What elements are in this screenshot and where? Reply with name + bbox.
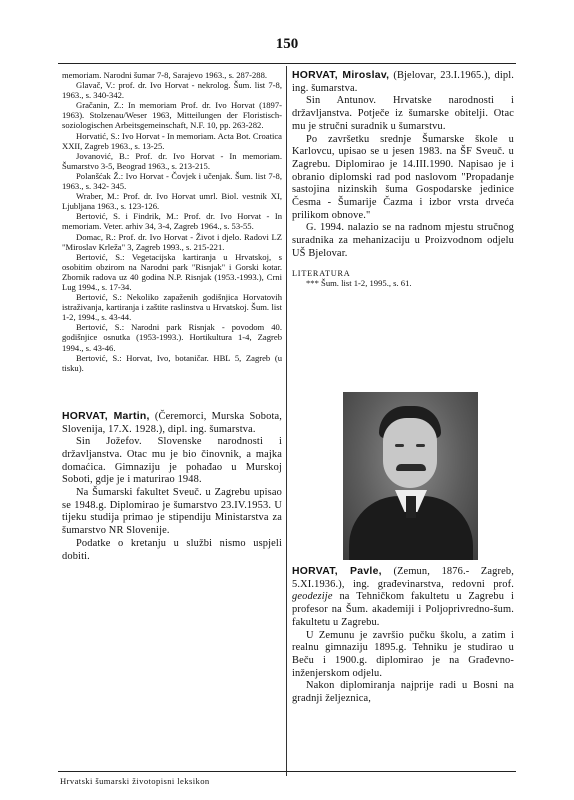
entry-pavle [292,566,514,706]
entry-paragraph: Nakon diplomiranja najprije radi u Bosni na gradnji željeznica, [292,680,514,705]
literatura-label: LITERATURA [292,268,351,278]
entry-intro: (Čeremorci, Murska Sobota, Slovenija, 17.X. 1928.), dipl. ing. šumarstva. [62,410,282,435]
entry-paragraph: Sin Antunov. Hrvatske narodnosti i državljanstva. Potječe iz šumarske obitelji. Otac mu je stručni suradnik u šumarstvu. [292,95,514,132]
literatura-reference: *** Šum. list 1-2, 1995., s. 61. [306,277,412,288]
entry-paragraph: Sin Jožefov. Slovenske narodnosti i državljanstva. Otac mu je bio činovnik, a majka domaćica. Gimnaziju je pohađao u Murskoj Soboti, gdje je i maturirao 1948. [62,436,282,486]
entry-headword: HORVAT, Martin, [62,410,150,422]
header-rule [58,63,516,64]
entry-intro: (Bjelovar, 23.I.1965.), dipl. ing. šumarstva. [292,70,514,94]
reference-item: Wraber, M.: Prof. dr. Ivo Horvat umrl. Biol. vestnik XI, Ljubljana 1963., s. 123-126. [62,191,282,212]
entry-headword: HORVAT, Miroslav, [292,70,390,81]
entry-martin [62,411,282,563]
reference-item: Horvatić, S.: Ivo Horvat - In memoriam. Acta Bot. Croatica XXII, Zagreb 1963., s. 13-25. [62,130,282,151]
portrait-photo [343,392,478,560]
reference-item: Bertović, S.: Horvat, Ivo, botaničar. HBL 5, Zagreb (u tisku). [62,352,282,373]
reference-item: Glavač, V.: prof. dr. Ivo Horvat - nekrolog. Šum. list 7-8, 1963., s. 340-342. [62,80,282,101]
reference-item: memoriam. Narodni šumar 7-8, Sarajevo 1963., s. 287-288. [62,70,268,80]
reference-item: Domac, R.: Prof. dr. Ivo Horvat - Život i djelo. Radovi LZ "Miroslav Krleža" 3, Zagreb 1993., s. 215-221. [62,231,282,252]
entry-paragraph: Po završetku srednje Šumarske škole u Karlovcu, upisao se u jesen 1983. na ŠF Sveuč. u Zagrebu. Diplomirao je 14.III.1990. Napisao je i obranio diplomski rad pod naslovom "Propadanje sastojina nizinskih šuma Gospodarske jedinice Česma - Šumarije Čazma i izbor vrsta drveća prilikom obnove." [292,133,514,221]
entry-headword: HORVAT, Pavle, [292,566,382,577]
entry-paragraph: Podatke o kretanju u službi nismo uspjeli dobiti. [62,537,282,562]
reference-list [62,70,282,373]
entry-miroslav [292,70,514,261]
entry-intro: na Tehničkom fakultetu u Zagrebu i profesor na Šum. akademiji i Poljoprivredno-šum. fakultetu u Zagrebu. [292,591,514,628]
column-divider [286,66,287,776]
entry-intro-italic: geodezije [292,591,333,603]
entry-paragraph: Na Šumarski fakultet Sveuč. u Zagrebu upisao se 1948.g. Diplomirao je šumarstvo 23.IV.1953. U tijeku studija primao je stipendiju Ministarstva za šumarstvo NR Slovenije. [62,487,282,537]
page-number: 150 [275,36,299,52]
left-column [62,70,282,563]
footer-rule [58,771,516,772]
reference-item: Polanšćak Ž.: Ivo Horvat - Čovjek i učenjak. Šum. list 7-8, 1963., s. 342- 345. [62,170,282,192]
entry-paragraph: G. 1994. nalazio se na radnom mjestu stručnog suradnika za mehanizaciju u Proizvodnom odjelu UŠ Bjelovar. [292,222,514,259]
reference-item: Jovanović, B.: Prof. dr. Ivo Horvat - In memoriam. Šumarstvo 3-5, Beograd 1963., s. 213-215. [62,150,282,171]
reference-item: Gračanin, Z.: In memoriam Prof. dr. Ivo Horvat (1897-1963). Stolzenau/Weser 1963, Mitteilungen der Floristisch-soziologischen Arbeitsgemeinschaft, N.F. 10, pp. 263-282. [62,100,282,131]
reference-item: Bertović, S.: Nekoliko zapaženih godišnjica Horvatovih istraživanja, kartiranja i zaštite raslinstva u Hrvatskoj. Šum. list 1-2, 1994., s. 43-44. [62,292,282,323]
reference-item: Bertović, S.: Narodni park Risnjak - povodom 40. godišnjice osnutka (1953-1993.). Hortikultura 1-4, Zagreb 1994., s. 43-46. [62,322,282,353]
footer-text: Hrvatski šumarski životopisni leksikon [60,776,210,786]
reference-item: Bertović, S.: Vegetacijska kartiranja u Hrvatskoj, s osobitim obzirom na Narodni park "Risnjak" i Gorski kotar. Zbornik radova uz 40 godina N.P. Risnjak (1953.-1993.), Crni Lug 1994., s. 17-34. [62,251,282,292]
entry-paragraph: U Zemunu je završio pučku školu, a zatim i realnu gimnaziju 1895.g. Tehniku je studirao u Beču i 1900.g. diplomirao je na Građevno-inženjerskom odjelu. [292,629,514,679]
reference-item: Bertović, S. i Findrik, M.: Prof. dr. Ivo Horvat - In memoriam. Veter. arhiv 34, 3-4, Zagreb 1964., s. 53-55. [62,211,282,232]
entry-intro: (Zemun, 1876.- Zagreb, 5.XI.1936.), ing. građevinarstva, redovni prof. [292,566,514,590]
right-column [292,70,514,288]
